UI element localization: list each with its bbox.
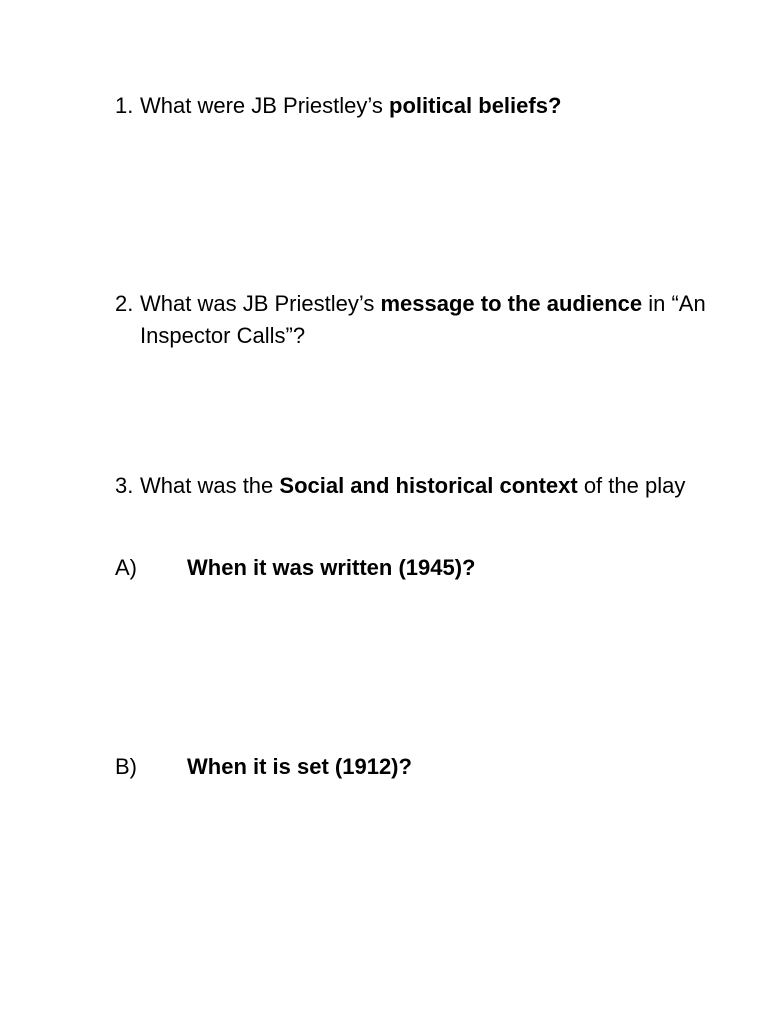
question-text: What were JB Priestley’s political beliefs? bbox=[140, 93, 562, 118]
subquestion-letter: A) bbox=[115, 555, 137, 580]
question-emphasis: political beliefs? bbox=[389, 93, 562, 118]
subquestion-letter: B) bbox=[115, 754, 137, 779]
question-emphasis: Social and historical context bbox=[279, 473, 578, 498]
subquestion-text: When it is set (1912)? bbox=[187, 754, 412, 779]
question-text: What was the Social and historical context of the play bbox=[140, 473, 686, 498]
question-2 bbox=[115, 288, 715, 352]
question-1 bbox=[115, 90, 715, 122]
subquestion-text: When it was written (1945)? bbox=[187, 555, 476, 580]
question-3 bbox=[115, 470, 715, 502]
question-emphasis: message to the audience bbox=[380, 291, 643, 316]
question-number: 1. bbox=[115, 93, 134, 118]
question-text: What was JB Priestley’s message to the audience in “An Inspector Calls”? bbox=[140, 291, 706, 348]
question-number: 3. bbox=[115, 473, 134, 498]
question-number: 2. bbox=[115, 291, 134, 316]
